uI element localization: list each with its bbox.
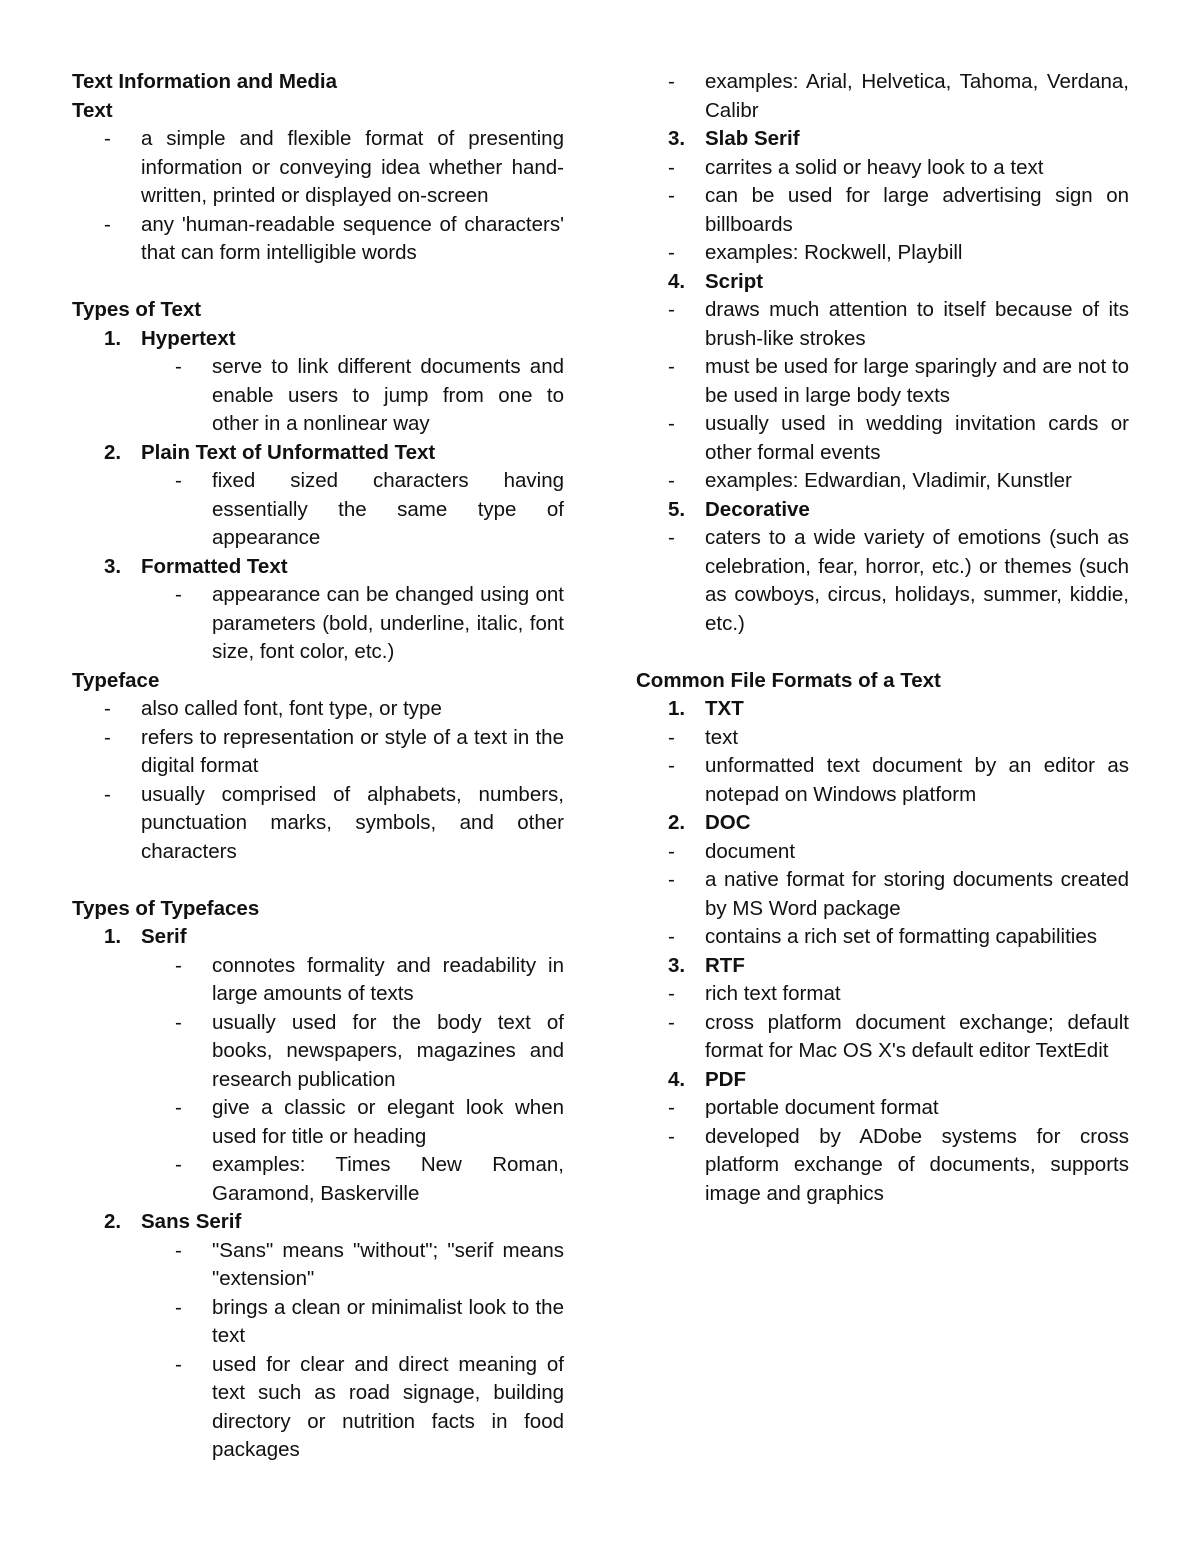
bullet-item: - usually used for the body text of books, newspapers, magazines and research publication bbox=[175, 1010, 564, 1091]
section-heading-typeface: Typeface bbox=[72, 668, 160, 692]
bullet-item: - a simple and flexible format of presenting information or conveying idea whether hand-written, printed or displayed on-screen bbox=[104, 127, 564, 207]
bullet-item: - unformatted text document by an editor as notepad on Windows platform bbox=[668, 754, 1129, 806]
bullet-item: - examples: Times New Roman, Garamond, Baskerville bbox=[175, 1153, 564, 1205]
bullet-item: - usually comprised of alphabets, numbers, punctuation marks, symbols, and other characters bbox=[104, 782, 564, 863]
numbered-item-doc: 2. DOC bbox=[668, 811, 751, 834]
bullet-item: - caters to a wide variety of emotions (such as celebration, fear, horror, etc.) or themes (such as cowboys, circus, holidays, summer, kiddie, etc.) bbox=[668, 526, 1129, 635]
numbered-item-txt: 1. TXT bbox=[668, 697, 744, 720]
bullet-item: - can be used for large advertising sign on billboards bbox=[668, 184, 1129, 236]
numbered-item-formatted-text: 3. Formatted Text bbox=[104, 554, 288, 578]
document-title: Text Information and Media bbox=[72, 70, 337, 93]
numbered-item-pdf: 4. PDF bbox=[668, 1067, 746, 1091]
bullet-item: - brings a clean or minimalist look to the text bbox=[175, 1295, 564, 1347]
bullet-item: - text bbox=[668, 725, 739, 749]
numbered-item-plain-text: 2. Plain Text of Unformatted Text bbox=[104, 440, 436, 464]
bullet-item: - any 'human-readable sequence of characters' that can form intelligible words bbox=[104, 212, 564, 264]
numbered-item-slab-serif: 3. Slab Serif bbox=[668, 127, 800, 150]
numbered-item-serif: 1. Serif bbox=[104, 925, 187, 948]
bullet-item: - carrites a solid or heavy look to a text bbox=[668, 155, 1044, 179]
bullet-item: - examples: Rockwell, Playbill bbox=[668, 241, 963, 264]
bullet-item: - document bbox=[668, 839, 796, 863]
bullet-item: - refers to representation or style of a text in the digital format bbox=[104, 725, 564, 777]
numbered-item-decorative: 5. Decorative bbox=[668, 497, 810, 521]
bullet-item: - draws much attention to itself because of its brush-like strokes bbox=[668, 298, 1129, 350]
right-column bbox=[636, 68, 1129, 1208]
section-heading-types-of-typefaces: Types of Typefaces bbox=[72, 896, 260, 920]
bullet-item: - rich text format bbox=[668, 982, 841, 1005]
bullet-item: - developed by ADobe systems for cross platform exchange of documents, supports image and graphics bbox=[668, 1124, 1129, 1205]
bullet-item: - a native format for storing documents created by MS Word package bbox=[668, 868, 1129, 920]
numbered-item-sans-serif: 2. Sans Serif bbox=[104, 1210, 242, 1233]
bullet-item: - "Sans" means "without"; "serif means "extension" bbox=[175, 1238, 564, 1290]
bullet-item: - must be used for large sparingly and are not to be used in large body texts bbox=[668, 355, 1129, 407]
bullet-item: - appearance can be changed using ont parameters (bold, underline, italic, font size, font color, etc.) bbox=[175, 583, 564, 663]
bullet-item: - usually used in wedding invitation cards or other formal events bbox=[668, 412, 1129, 464]
bullet-item: - used for clear and direct meaning of text such as road signage, building directory or nutrition facts in food packages bbox=[175, 1352, 564, 1461]
section-heading-types-of-text: Types of Text bbox=[72, 298, 202, 321]
numbered-item-rtf: 3. RTF bbox=[668, 953, 745, 977]
bullet-item: - examples: Arial, Helvetica, Tahoma, Verdana, Calibr bbox=[668, 70, 1129, 122]
bullet-item: - also called font, font type, or type bbox=[104, 697, 442, 720]
left-column bbox=[72, 68, 564, 1465]
numbered-item-hypertext: 1. Hypertext bbox=[104, 326, 236, 350]
bullet-item: - cross platform document exchange; default format for Mac OS X's default editor TextEdit bbox=[668, 1010, 1129, 1062]
bullet-item: - serve to link different documents and enable users to jump from one to other in a nonlinear way bbox=[175, 355, 564, 435]
bullet-item: - portable document format bbox=[668, 1096, 939, 1119]
numbered-item-script: 4. Script bbox=[668, 269, 764, 293]
section-heading-text: Text bbox=[72, 98, 113, 122]
section-heading-file-formats: Common File Formats of a Text bbox=[636, 668, 941, 692]
bullet-item: - connotes formality and readability in large amounts of texts bbox=[175, 953, 564, 1005]
bullet-item: - give a classic or elegant look when used for title or heading bbox=[175, 1096, 564, 1148]
bullet-item: - fixed sized characters having essentially the same type of appearance bbox=[175, 469, 564, 549]
bullet-item: - examples: Edwardian, Vladimir, Kunstler bbox=[668, 469, 1072, 492]
bullet-item: - contains a rich set of formatting capabilities bbox=[668, 925, 1097, 948]
